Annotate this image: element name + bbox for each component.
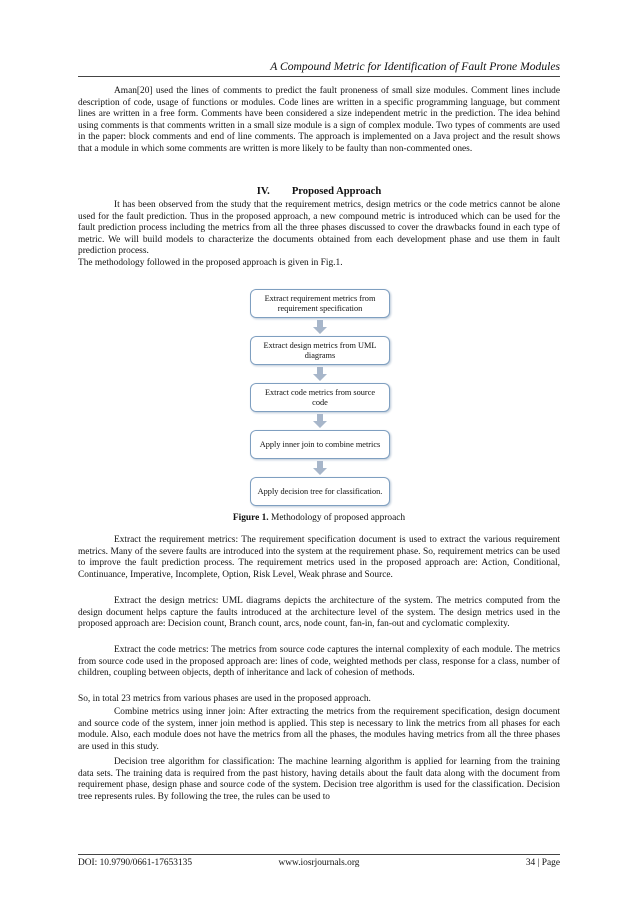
section-heading <box>78 185 560 198</box>
paragraph-code-metrics: Extract the code metrics: The metrics from source code captures the internal complexity of each module. The metrics from source code used in the proposed approach are: lines of code, weighted methods per class, response for a class, number of children, coupling between objects, depth of inheritance and lack of cohesion of methods. <box>78 645 560 678</box>
paragraph-design-metrics: Extract the design metrics: UML diagrams depicts the architecture of the system. The metrics computed from the design document helps capture the faults introduced at the architecture level of the system. The design metrics used in the proposed approach are: Decision count, Branch count, arcs, node count, fan-in, fan-out and cyclomatic complexity. <box>78 596 560 629</box>
paragraph-total-metrics: So, in total 23 metrics from various phases are used in the proposed approach. <box>78 694 371 704</box>
flow-step-inner-join: Apply inner join to combine metrics <box>250 430 390 459</box>
paragraph-aman-comments: Aman[20] used the lines of comments to predict the fault proneness of small size modules. Comment lines include description of code, usage of functions or modules. Code lines are written in a specific programming language, but comment lines are written in a free form. Comments have been considered a size independent metric in the prediction. The idea behind using comments is that comments written in a small size module is a sign of complex module. Two types of comments are used in the paper: block comments and end of line comments. The approach is implemented on a Java project and the result shows that a module in which some comments are written is more likely to be faulty than non-commented ones. <box>78 86 560 154</box>
footer-site: www.iosrjournals.org <box>278 858 360 868</box>
figure-caption-text: Methodology of proposed approach <box>268 513 406 523</box>
flow-arrow-icon <box>313 461 327 475</box>
paragraph-requirement-metrics: Extract the requirement metrics: The requirement specification document is used to extract the various requirement metrics. Many of the severe faults are introduced into the system at the requirement phase. So, requirement metrics can be used to improve the fault prediction process. The requirement metrics used in the proposed approach are: Action, Conditional, Continuance, Imperative, Incomplete, Option, Risk Level, Weak phrase and Source. <box>78 535 560 580</box>
footer-page-number: 34 | Page <box>525 858 560 868</box>
flow-arrow-icon <box>313 367 327 381</box>
methodology-flowchart <box>78 285 560 510</box>
flow-arrow-icon <box>313 320 327 334</box>
footer-doi: DOI: 10.9790/0661-17653135 <box>78 858 193 868</box>
flow-step-code: Extract code metrics from source code <box>250 383 390 412</box>
figure-caption <box>78 512 560 524</box>
page <box>78 0 560 902</box>
paragraph-inner-join: Combine metrics using inner join: After extracting the metrics from the requirement specification, design document and source code of the system, inner join method is applied. This step is necessary to link the metrics from all phases for each module. Also, each module does not have the metrics from all the phases, the modules having metrics from all the three phases are used in this study. <box>78 707 560 752</box>
section-title: Proposed Approach <box>291 186 382 197</box>
paragraph-methodology-ref: The methodology followed in the proposed approach is given in Fig.1. <box>78 258 343 268</box>
flow-arrow-icon <box>313 414 327 428</box>
flow-step-decision-tree: Apply decision tree for classification. <box>250 477 390 506</box>
page-footer <box>78 857 560 871</box>
running-head: A Compound Metric for Identification of Fault Prone Modules <box>270 60 560 73</box>
footer-rule <box>78 854 560 855</box>
paragraph-decision-tree: Decision tree algorithm for classification: The machine learning algorithm is applied for learning from the training data sets. The training data is required from the past history, having details about the fault data along with the document from requirement phase, design phase and source code of the system. Decision tree algorithm is used for the classification. Decision tree represents rules. By following the tree, the rules can be used to <box>78 757 560 802</box>
figure-caption-label: Figure 1. <box>232 513 269 523</box>
section-number: IV. <box>256 186 270 197</box>
header-rule <box>78 76 560 77</box>
paragraph-proposed-intro: It has been observed from the study that the requirement metrics, design metrics or the code metrics cannot be alone used for the fault prediction. Thus in the proposed approach, a new compound metric is introduced which can be used for the fault prediction process including the metrics from all the three phases discussed to cover the drawbacks found in each type of metric. We will build models to characterize the documents obtained from each development phase and use them in fault prediction process. <box>78 200 560 256</box>
flow-step-requirement: Extract requirement metrics from requirement specification <box>250 289 390 318</box>
flow-step-design: Extract design metrics from UML diagrams <box>250 336 390 365</box>
